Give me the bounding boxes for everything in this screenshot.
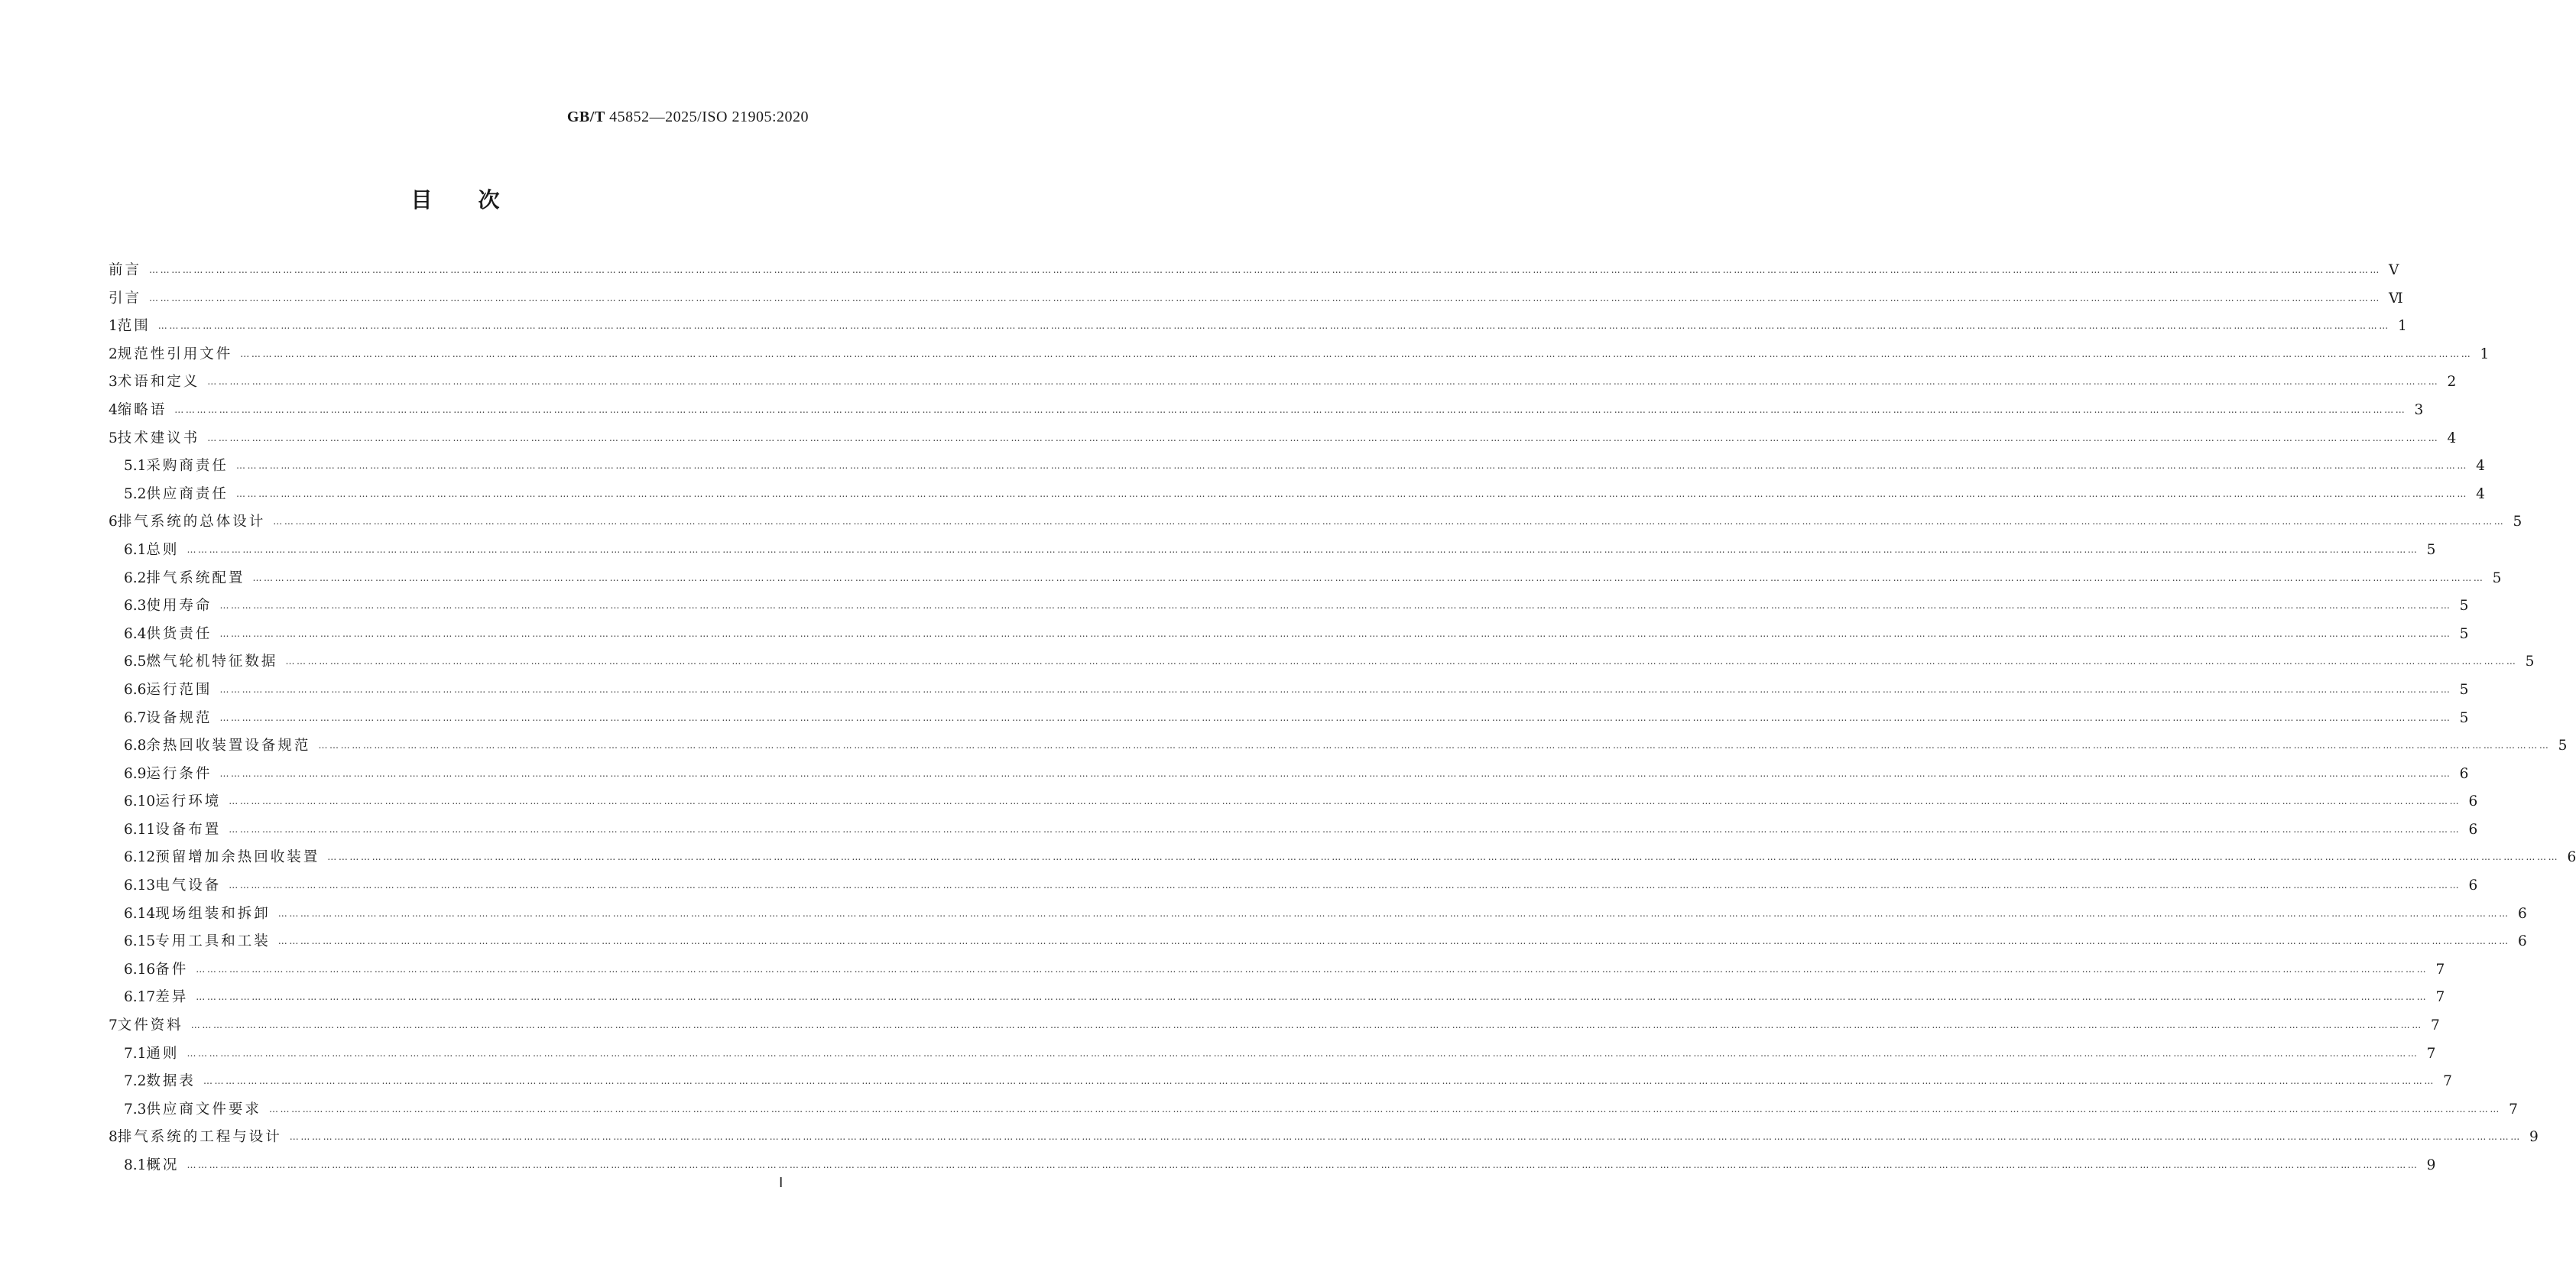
toc-entry-number: 6.15 [124,933,156,950]
toc-entry-page: 7 [2431,1017,2440,1034]
toc-entry-number: 6.13 [124,878,156,894]
toc-entry-label: 预留增加余热回收装置 [155,849,320,866]
toc-entry-number: 7 [109,1017,118,1034]
dot-leader: …………………………………………………………………………………………………………………………………………………………………………………………………………………………………………………………………………………………………………………………………………………………………………………………………………………………………………………………………………………………………………………………………………………… [174,404,2407,415]
toc-entry-label: 供货责任 [146,625,213,642]
toc-entry-page: 5 [2459,681,2469,698]
toc-entry-label: 现场组装和拆卸 [155,905,271,922]
toc-entry[interactable] [109,959,2445,987]
toc-title: 目次 [410,187,546,213]
standard-number: 45852—2025/ISO 21905:2020 [609,109,809,125]
toc-entry-number: 6.9 [124,765,147,782]
toc-entry[interactable] [109,427,2457,456]
toc-entry-label: 技术建议书 [117,430,200,446]
toc-entry-label: 运行环境 [155,793,222,810]
toc-entry[interactable] [109,903,2527,931]
toc-entry[interactable] [109,1070,2452,1098]
dot-leader: …………………………………………………………………………………………………………………………………………………………………………………………………………………………………………………………………………………………………………………………………………………………………………………………………………………………………………………………………………………………………………………………………………………… [252,572,2485,583]
toc-entry-page: 7 [2443,1073,2452,1090]
toc-entry[interactable] [109,874,2478,903]
toc-entry-number: 6.6 [124,681,147,698]
toc-entry-page: 5 [2558,738,2568,754]
toc-entry[interactable] [109,735,2568,763]
dot-leader: …………………………………………………………………………………………………………………………………………………………………………………………………………………………………………………………………………………………………………………………………………………………………………………………………………………………………………………………………………………………………………………………………………………… [229,796,2461,807]
toc-entry[interactable] [109,1126,2539,1154]
document-identifier [567,109,809,126]
toc-entry-number: 6.17 [124,989,156,1006]
toc-entry-page: 5 [2459,709,2469,726]
toc-entry-page: 6 [2517,905,2527,922]
dot-leader: …………………………………………………………………………………………………………………………………………………………………………………………………………………………………………………………………………………………………………………………………………………………………………………………………………………………………………………………………………………………………………………………………………………… [203,1075,2435,1087]
dot-leader: …………………………………………………………………………………………………………………………………………………………………………………………………………………………………………………………………………………………………………………………………………………………………………………………………………………………………………………………………………………………………………………………………………………… [187,1160,2419,1170]
toc-entry[interactable] [109,567,2502,595]
toc-entry-label: 文件资料 [117,1017,183,1034]
toc-entry[interactable] [109,287,2403,316]
toc-entry[interactable] [109,483,2485,511]
toc-entry[interactable] [109,623,2469,651]
dot-leader: …………………………………………………………………………………………………………………………………………………………………………………………………………………………………………………………………………………………………………………………………………………………………………………………………………………………………………………………………………………………………………………………………………………… [219,600,2452,612]
dot-leader: …………………………………………………………………………………………………………………………………………………………………………………………………………………………………………………………………………………………………………………………………………………………………………………………………………………………………………………………………………………………………………………………………………………… [277,936,2510,947]
toc-entry-page: 6 [2468,793,2478,810]
standard-prefix: GB/T [566,109,605,125]
toc-entry[interactable] [109,790,2478,819]
toc-entry-page: 4 [2476,485,2485,502]
toc-entry-number: 4 [109,401,118,418]
toc-entry-page: Ⅵ [2389,290,2403,307]
dot-leader: …………………………………………………………………………………………………………………………………………………………………………………………………………………………………………………………………………………………………………………………………………………………………………………………………………………………………………………………………………………………………………………………………………………… [327,852,2560,863]
dot-leader: …………………………………………………………………………………………………………………………………………………………………………………………………………………………………………………………………………………………………………………………………………………………………………………………………………………………………………………………………………………………………………………………………………………… [219,767,2452,779]
toc-entry-number: 6.3 [124,598,147,615]
toc-entry-number: 2 [109,346,118,362]
toc-entry[interactable] [109,707,2469,735]
toc-entry-label: 供应商责任 [146,485,229,502]
toc-entry-label: 缩略语 [117,401,167,418]
toc-entry-label: 总则 [146,541,180,558]
toc-entry-label: 专用工具和工装 [155,933,271,950]
toc-entry[interactable] [109,343,2490,371]
toc-entry-number: 6.4 [124,625,147,642]
toc-entry[interactable] [109,511,2522,539]
toc-entry-label: 通则 [146,1045,180,1062]
dot-leader: …………………………………………………………………………………………………………………………………………………………………………………………………………………………………………………………………………………………………………………………………………………………………………………………………………………………………………………………………………………………………………………………………………………… [187,543,2419,555]
dot-leader: …………………………………………………………………………………………………………………………………………………………………………………………………………………………………………………………………………………………………………………………………………………………………………………………………………………………………………………………………………………………………………………………………………………… [219,683,2452,695]
toc-entry-number: 6.10 [124,793,156,810]
toc-entry[interactable] [109,679,2469,707]
toc-entry-label: 设备布置 [155,821,222,838]
toc-entry-number: 7.2 [124,1073,147,1090]
toc-entry-number: 5.1 [124,458,147,475]
toc-entry[interactable] [109,1154,2436,1183]
toc-entry-page: 5 [2513,514,2522,530]
dot-leader: …………………………………………………………………………………………………………………………………………………………………………………………………………………………………………………………………………………………………………………………………………………………………………………………………………………………………………………………………………………………………………………………………………………… [318,740,2551,751]
toc-entry[interactable] [109,650,2535,679]
toc-entry-label: 规范性引用文件 [117,346,233,362]
page-number: Ⅰ [779,1175,784,1190]
toc-entry-label: 排气系统的总体设计 [117,514,266,530]
dot-leader: …………………………………………………………………………………………………………………………………………………………………………………………………………………………………………………………………………………………………………………………………………………………………………………………………………………………………………………………………………………………………………………………………………………… [149,264,2382,275]
toc-entry-page: 7 [2509,1101,2518,1118]
dot-leader: …………………………………………………………………………………………………………………………………………………………………………………………………………………………………………………………………………………………………………………………………………………………………………………………………………………………………………………………………………………………………………………………………………………… [229,823,2461,835]
toc-entry-page: 3 [2414,401,2424,418]
toc-entry-page: 2 [2447,374,2457,391]
dot-leader: …………………………………………………………………………………………………………………………………………………………………………………………………………………………………………………………………………………………………………………………………………………………………………………………………………………………………………………………………………………………………………………………………………………… [289,1131,2522,1143]
toc-entry-label: 数据表 [146,1073,196,1090]
toc-entry-number: 6.14 [124,905,156,922]
toc-entry-page: 5 [2525,654,2535,670]
toc-entry-number: 6.2 [124,569,147,586]
toc-entry-label: 运行条件 [146,765,213,782]
dot-leader: …………………………………………………………………………………………………………………………………………………………………………………………………………………………………………………………………………………………………………………………………………………………………………………………………………………………………………………………………………………………………………………………………………………… [219,712,2452,723]
dot-leader: …………………………………………………………………………………………………………………………………………………………………………………………………………………………………………………………………………………………………………………………………………………………………………………………………………………………………………………………………………………………………………………………………………………… [285,656,2518,667]
toc-entry-number: 6.8 [124,738,147,754]
dot-leader: …………………………………………………………………………………………………………………………………………………………………………………………………………………………………………………………………………………………………………………………………………………………………………………………………………………………………………………………………………………………………………………………………………………… [196,991,2428,1003]
toc-entry-number: 8 [109,1129,118,1146]
toc-entry-label: 运行范围 [146,681,213,698]
toc-entry-number: 6.5 [124,654,147,670]
dot-leader: …………………………………………………………………………………………………………………………………………………………………………………………………………………………………………………………………………………………………………………………………………………………………………………………………………………………………………………………………………………………………………………………………………………… [268,1103,2501,1114]
toc-entry-label: 备件 [155,961,189,978]
toc-entry[interactable] [109,595,2469,623]
toc-entry-page: 6 [2459,765,2469,782]
toc-entry-number: 1 [109,318,118,335]
toc-entry[interactable] [109,819,2478,847]
toc-entry-label: 排气系统的工程与设计 [117,1129,282,1146]
toc-entry[interactable] [109,846,2576,874]
dot-leader: …………………………………………………………………………………………………………………………………………………………………………………………………………………………………………………………………………………………………………………………………………………………………………………………………………………………………………………………………………………………………………………………………………………… [196,963,2428,975]
toc-entry-page: 7 [2435,989,2445,1006]
toc-entry-label: 设备规范 [146,709,213,726]
toc-entry-label: 术语和定义 [117,374,200,391]
toc-entry-page: 4 [2476,458,2485,475]
toc-entry-page: 7 [2426,1045,2436,1062]
toc-entry-number: 6.7 [124,709,147,726]
toc-entry-page: 4 [2447,430,2457,446]
toc-entry-label: 供应商文件要求 [146,1101,261,1118]
toc-entry-page: 1 [2398,318,2407,335]
toc-entry[interactable] [109,986,2445,1014]
toc-entry[interactable] [109,259,2399,287]
toc-entry-label: 概况 [146,1157,180,1173]
dot-leader: …………………………………………………………………………………………………………………………………………………………………………………………………………………………………………………………………………………………………………………………………………………………………………………………………………………………………………………………………………………………………………………………………………………… [229,880,2461,891]
toc-entry-number: 8.1 [124,1157,147,1173]
toc-entry-number: 7.3 [124,1101,147,1118]
dot-leader: …………………………………………………………………………………………………………………………………………………………………………………………………………………………………………………………………………………………………………………………………………………………………………………………………………………………………………………………………………………………………………………………………………………… [187,1047,2419,1059]
toc-entry-label: 燃气轮机特征数据 [146,654,278,670]
dot-leader: …………………………………………………………………………………………………………………………………………………………………………………………………………………………………………………………………………………………………………………………………………………………………………………………………………………………………………………………………………………………………………………………………………………… [207,376,2440,388]
toc-entry-label: 差异 [155,989,189,1006]
toc-entry-page: 7 [2435,961,2445,978]
toc-entry-label: 采购商责任 [146,458,229,475]
toc-entry[interactable] [109,930,2527,959]
toc-entry-number: 3 [109,374,118,391]
toc-entry-page: Ⅴ [2389,262,2399,278]
toc-entry[interactable] [109,399,2424,427]
toc-entry-number: 5.2 [124,485,147,502]
toc-entry-page: 5 [2426,541,2436,558]
toc-entry[interactable] [109,1098,2518,1127]
toc-entry-label: 使用寿命 [146,598,213,615]
toc-entry-page: 1 [2480,346,2490,362]
toc-entry-number: 6.16 [124,961,156,978]
dot-leader: …………………………………………………………………………………………………………………………………………………………………………………………………………………………………………………………………………………………………………………………………………………………………………………………………………………………………………………………………………………………………………………………………………………… [235,488,2468,499]
toc-entry-page: 6 [2567,849,2576,866]
dot-leader: …………………………………………………………………………………………………………………………………………………………………………………………………………………………………………………………………………………………………………………………………………………………………………………………………………………………………………………………………………………………………………………………………………………… [273,516,2506,527]
toc-entry[interactable] [109,763,2469,791]
toc-entry-page: 5 [2459,598,2469,615]
toc-entry-page: 5 [2459,625,2469,642]
dot-leader: …………………………………………………………………………………………………………………………………………………………………………………………………………………………………………………………………………………………………………………………………………………………………………………………………………………………………………………………………………………………………………………………………………………… [157,320,2390,332]
dot-leader: …………………………………………………………………………………………………………………………………………………………………………………………………………………………………………………………………………………………………………………………………………………………………………………………………………………………………………………………………………………………………………………………………………………… [149,292,2382,303]
toc-entry-label: 引言 [109,290,142,307]
toc-entry-page: 9 [2426,1157,2436,1173]
toc-entry[interactable] [109,371,2457,399]
toc-entry[interactable] [109,315,2407,343]
dot-leader: …………………………………………………………………………………………………………………………………………………………………………………………………………………………………………………………………………………………………………………………………………………………………………………………………………………………………………………………………………………………………………………………………………………… [240,348,2473,359]
toc-entry-label: 排气系统配置 [146,569,245,586]
dot-leader: …………………………………………………………………………………………………………………………………………………………………………………………………………………………………………………………………………………………………………………………………………………………………………………………………………………………………………………………………………………………………………………………………………………… [207,432,2440,443]
toc-entry-number: 5 [109,430,118,446]
toc-entry-page: 6 [2517,933,2527,950]
toc-entry-label: 余热回收装置设备规范 [146,738,311,754]
toc-entry[interactable] [109,1014,2440,1043]
toc-entry-number: 6.11 [124,821,156,838]
toc-entry-page: 9 [2529,1129,2539,1146]
toc-entry-page: 5 [2492,569,2502,586]
toc-entry-number: 7.1 [124,1045,147,1062]
table-of-contents [109,259,2576,1183]
dot-leader: …………………………………………………………………………………………………………………………………………………………………………………………………………………………………………………………………………………………………………………………………………………………………………………………………………………………………………………………………………………………………………………………………………………… [235,460,2468,472]
toc-entry-number: 6 [109,514,118,530]
toc-entry[interactable] [109,1043,2436,1071]
dot-leader: …………………………………………………………………………………………………………………………………………………………………………………………………………………………………………………………………………………………………………………………………………………………………………………………………………………………………………………………………………………………………………………………………………………… [190,1020,2423,1031]
toc-entry-page: 6 [2468,878,2478,894]
toc-entry[interactable] [109,539,2436,567]
toc-entry-label: 电气设备 [155,878,222,894]
toc-entry[interactable] [109,455,2485,483]
toc-entry-number: 6.1 [124,541,147,558]
toc-entry-number: 6.12 [124,849,156,866]
dot-leader: …………………………………………………………………………………………………………………………………………………………………………………………………………………………………………………………………………………………………………………………………………………………………………………………………………………………………………………………………………………………………………………………………………………… [219,628,2452,639]
toc-entry-label: 范围 [117,318,151,335]
toc-entry-page: 6 [2468,821,2478,838]
toc-entry-label: 前言 [109,262,142,278]
dot-leader: …………………………………………………………………………………………………………………………………………………………………………………………………………………………………………………………………………………………………………………………………………………………………………………………………………………………………………………………………………………………………………………………………………………… [277,907,2510,919]
